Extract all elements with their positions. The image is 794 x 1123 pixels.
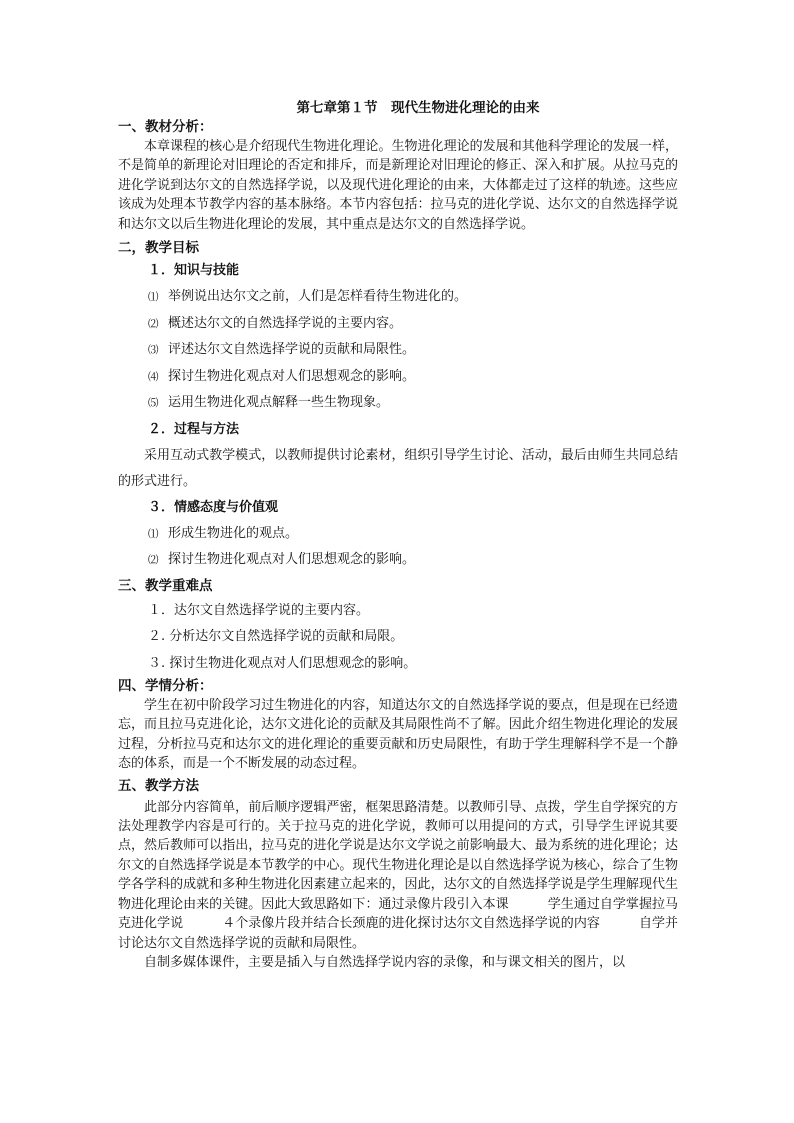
list-item: ３. 探讨生物进化观点对人们思想观念的影响。 — [148, 655, 417, 671]
list-item: ⑶ 评述达尔文自然选择学说的贡献和局限性。 — [148, 342, 416, 358]
section-heading-goals: 二，教学目标 — [118, 240, 199, 257]
subheading-attitude: ３．情感态度与价值观 — [148, 499, 279, 515]
document-page — [118, 98, 678, 972]
list-item: ⑴ 形成生物进化的观点。 — [148, 525, 299, 541]
page-title: 第七章第１节 现代生物进化理论的由来 — [296, 100, 540, 116]
section-body-analysis: 本章课程的核心是介绍现代生物进化理论。生物进化理论的发展和其他科学理论的发展一样，不是简单的新理论对旧理论的否定和排斥，而是新理论对旧理论的修正、深入和扩展。从拉马克的进化学说到达尔文的自然选择学说，以及现代进化理论的由来，大体都走过了这样的轨迹。这些应该成为处理本节教学内容的基本脉络。本节内容包括：拉马克的进化学说、达尔文的自然选择学说和达尔文以后生物进化理论的发展，其中重点是达尔文的自然选择学说。 — [118, 139, 678, 232]
section-body-methods: 此部分内容简单，前后顺序逻辑严密，框架思路清楚。以教师引导、点拨，学生自学探究的方法处理教学内容是可行的。关于拉马克的进化学说，教师可以用提问的方式，引导学生评说其要点，然后教师可以指出，拉马克的进化学说是达尔文学说之前影响最大、最为系统的进化理论；达尔文的自然选择学说是本节教学的中心。现代生物进化理论是以自然选择学说为核心，综合了生物学各学科的成就和多种生物进化因素建立起来的，因此，达尔文的自然选择学说是学生理解现代生物进化理论由来的关键。因此大致思路如下：通过录像片段引入本课 学生通过自学掌握拉马克进化学说 ４个录像片段并结合长颈鹿的进化探讨达尔文自然选择学说的内容 自学并讨论达尔文自然选择学说的贡献和局限性。 — [118, 799, 678, 951]
list-item: １．达尔文自然选择学说的主要内容。 — [148, 602, 370, 618]
section-body-process: 采用互动式教学模式，以教师提供讨论素材，组织引导学生讨论、活动，最后由师生共同总结的形式进行。 — [118, 447, 678, 489]
list-item: ２. 分析达尔文自然选择学说的贡献和局限。 — [148, 629, 404, 645]
list-item: ⑵ 探讨生物进化观点对人们思想观念的影响。 — [148, 552, 416, 568]
section-heading-keypoints: 三、教学重难点 — [118, 577, 213, 594]
list-item: ⑵ 概述达尔文的自然选择学说的主要内容。 — [148, 315, 403, 331]
section-body-methods-continued: 自制多媒体课件，主要是插入与自然选择学说内容的录像，和与课文相关的图片，以 — [144, 954, 626, 970]
list-item: ⑴ 举例说出达尔文之前，人们是怎样看待生物进化的。 — [148, 289, 468, 305]
subheading-process: ２．过程与方法 — [148, 421, 240, 437]
list-item: ⑷ 探讨生物进化观点对人们思想观念的影响。 — [148, 368, 416, 384]
section-heading-analysis: 一、教材分析： — [118, 119, 213, 135]
section-body-students: 学生在初中阶段学习过生物进化的内容，知道达尔文的自然选择学说的要点，但是现在已经遗忘，而且拉马克进化论，达尔文进化论的贡献及其局限性尚不了解。因此介绍生物进化理论的发展过程，分析拉马克和达尔文的进化理论的重要贡献和历史局限性，有助于学生理解科学不是一个静态的体系，而是一个不断发展的动态过程。 — [118, 698, 678, 772]
section-heading-methods: 五、教学方法 — [118, 777, 199, 794]
list-item: ⑸ 运用生物进化观点解释一些生物现象。 — [148, 395, 390, 411]
subheading-knowledge: １．知识与技能 — [148, 263, 240, 279]
section-heading-students: 四、学情分析： — [118, 678, 213, 695]
